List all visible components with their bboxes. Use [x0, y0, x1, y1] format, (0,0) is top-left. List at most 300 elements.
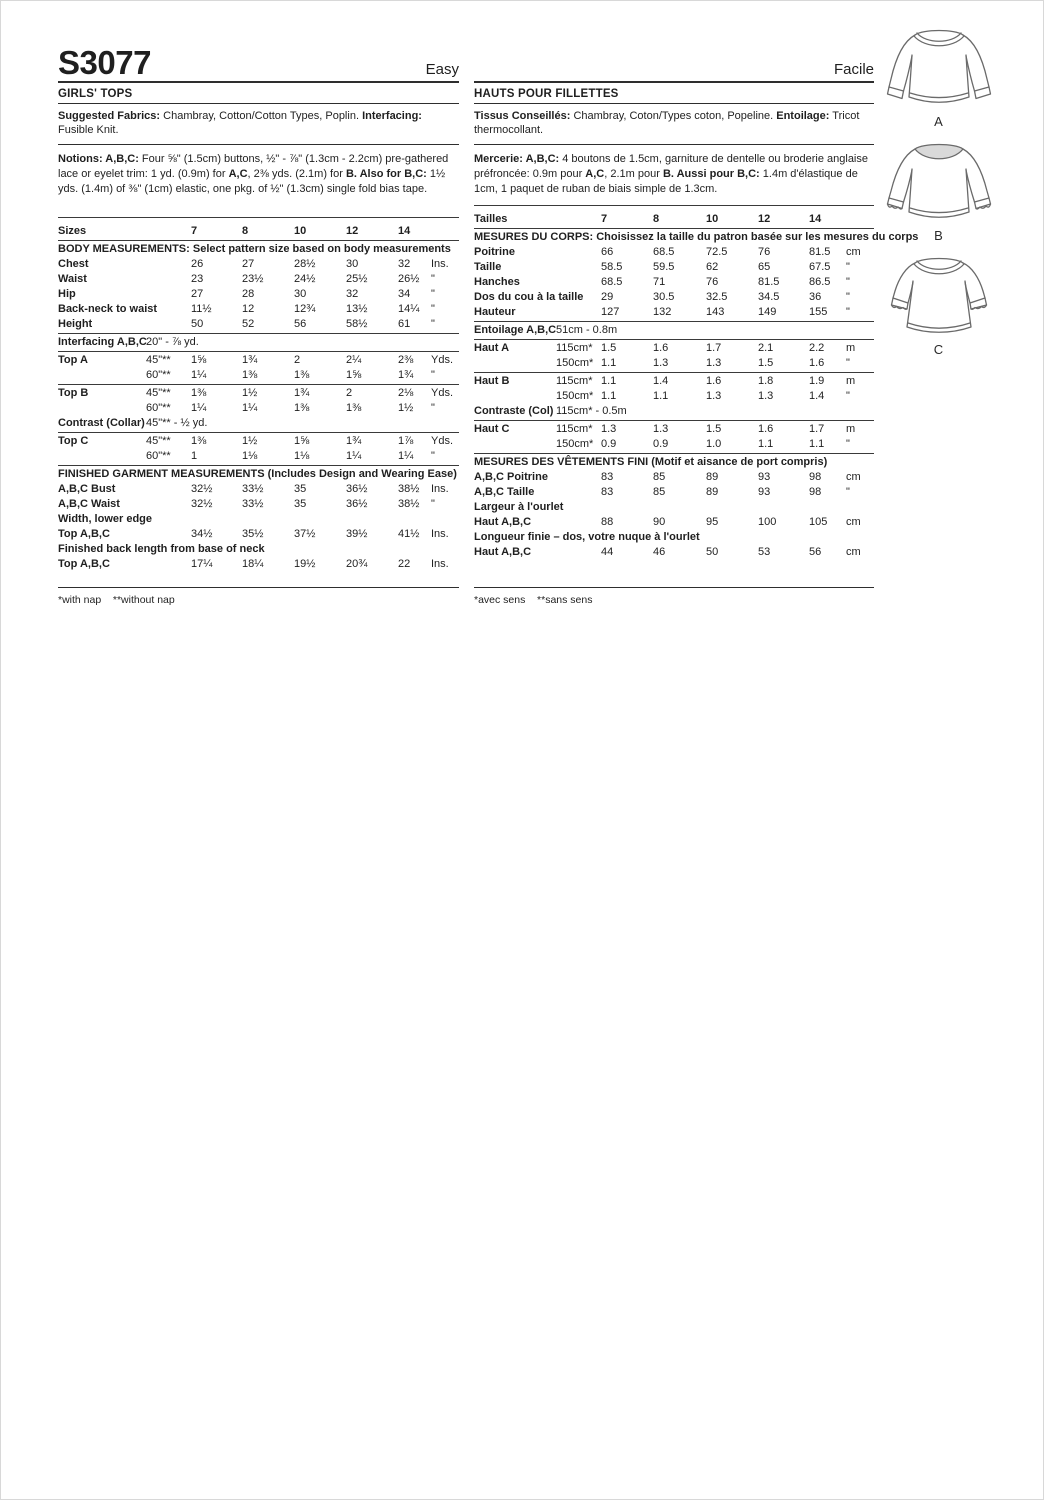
table-cell: " [431, 303, 435, 315]
table-cell: " [846, 261, 850, 273]
table-cell: 1.1 [809, 436, 846, 454]
table-row [58, 256, 459, 271]
table-cell: 1.5 [758, 355, 809, 373]
table-cell: Top A [58, 354, 88, 366]
table-cell: 12 [758, 206, 809, 229]
table-cell: 100 [758, 516, 777, 528]
table-cell: 60"** [146, 448, 191, 466]
table-cell: 34½ [191, 528, 213, 540]
table-row [474, 514, 874, 529]
table-row [474, 289, 874, 304]
table-cell: 50 [191, 316, 242, 334]
table-cell: 34.5 [758, 291, 780, 303]
table-cell: 18¼ [242, 558, 264, 570]
difficulty-label-en: Easy [425, 61, 459, 78]
table-cell: FINISHED GARMENT MEASUREMENTS (Includes Design and Wearing Ease) [58, 468, 457, 480]
french-header [474, 45, 874, 83]
table-cell: 30.5 [653, 291, 675, 303]
table-cell: 68.5 [653, 246, 675, 258]
table-cell: 38½ [398, 498, 420, 510]
table-cell: 1.3 [653, 423, 669, 435]
table-cell [146, 271, 191, 286]
text-segment: 4 boutons de 1.5cm, garniture de dentelle ou broderie anglaise préfroncée: 0.9m pour [474, 153, 868, 180]
garment-a-label: A [934, 114, 944, 129]
text-segment: 1½ yds. (1.4m) of ⅜" (1cm) elastic, one pkg. of ½" (1.3cm) single fold bias tape. [58, 168, 446, 195]
top-b-illustration [879, 135, 999, 227]
table-cell: 93 [758, 486, 771, 498]
table-cell: 1⅜ [191, 387, 207, 399]
table-row [58, 496, 459, 511]
table-row [474, 304, 874, 322]
table-cell: 1⅜ [294, 402, 310, 414]
table-cell: 1.0 [706, 436, 758, 454]
table-row [58, 385, 459, 401]
table-cell: 1.7 [706, 342, 722, 354]
table-cell: 1⅛ [242, 448, 294, 466]
table-row [474, 529, 874, 544]
table-row [58, 511, 459, 526]
table-cell: cm [846, 546, 861, 558]
table-row [474, 484, 874, 499]
table-cell: m [846, 423, 856, 435]
table-cell: 66 [601, 246, 614, 258]
table-cell: Ins. [431, 528, 449, 540]
table-cell: 53 [758, 546, 771, 558]
table-cell: 35 [294, 498, 307, 510]
table-row [58, 400, 459, 415]
table-cell: 98 [809, 486, 822, 498]
table-cell: 89 [706, 486, 719, 498]
table-cell: 115cm* [556, 342, 593, 354]
table-cell: 38½ [398, 483, 420, 495]
table-cell: 1.4 [653, 375, 669, 387]
table-cell: Top C [58, 435, 89, 447]
table-cell: 1¼ [346, 448, 398, 466]
table-cell: 71 [653, 276, 666, 288]
table-cell: 83 [601, 471, 614, 483]
table-cell: 1⅝ [294, 435, 310, 447]
table-cell: MESURES DES VÊTEMENTS FINI (Motif et aisance de port compris) [474, 456, 828, 468]
table-cell: 14 [398, 218, 431, 241]
table-cell [474, 436, 556, 454]
table-cell: 52 [242, 316, 294, 334]
notions-text [58, 152, 459, 197]
table-row [474, 403, 874, 421]
table-cell: 35½ [242, 528, 264, 540]
table-cell: Longueur finie – dos, votre nuque à l'ourlet [474, 531, 700, 543]
table-cell [556, 544, 601, 559]
table-cell: Height [58, 316, 146, 334]
table-cell: 26 [191, 258, 204, 270]
category-title-fr: HAUTS POUR FILLETTES [474, 83, 874, 104]
table-cell: cm [846, 471, 861, 483]
table-cell: " [431, 402, 435, 414]
table-cell: cm [846, 246, 861, 258]
table-cell: 13½ [346, 303, 368, 315]
table-cell: 30 [294, 288, 307, 300]
table-cell: 105 [809, 516, 828, 528]
table-row [474, 259, 874, 274]
table-cell: 10 [294, 218, 346, 241]
table-cell: A,B,C Waist [58, 498, 120, 510]
text-segment: Entoilage: [776, 110, 830, 122]
table-cell: A,B,C Poitrine [474, 471, 548, 483]
table-cell: 1.6 [706, 375, 722, 387]
table-cell: 1⅜ [191, 435, 207, 447]
table-cell [556, 206, 601, 229]
table-row [58, 367, 459, 385]
table-cell: Sizes [58, 218, 146, 241]
table-cell: 7 [191, 218, 242, 241]
table-cell: 85 [653, 471, 666, 483]
table-row [474, 421, 874, 437]
table-cell: 1⅝ [191, 354, 207, 366]
table-cell [474, 388, 556, 403]
table-cell [556, 259, 601, 274]
table-cell: 33½ [242, 483, 264, 495]
table-cell: 34 [398, 288, 411, 300]
table-cell: 1.3 [601, 423, 617, 435]
table-row [474, 436, 874, 454]
table-cell: Tailles [474, 206, 556, 229]
table-cell: 17¼ [191, 558, 213, 570]
table-cell [58, 367, 146, 385]
text-segment: Chambray, Cotton/Cotton Types, Poplin. [160, 110, 363, 122]
top-a-illustration [879, 21, 999, 113]
table-cell [556, 484, 601, 499]
table-cell: 28 [242, 288, 255, 300]
table-cell: Chest [58, 258, 89, 270]
table-cell: 56 [294, 316, 346, 334]
table-cell: 59.5 [653, 261, 675, 273]
table-cell: 1⅛ [294, 448, 346, 466]
table-row [474, 244, 874, 259]
table-row [474, 274, 874, 289]
table-cell: 22 [398, 558, 411, 570]
table-cell: cm [846, 516, 861, 528]
text-segment: Tissus Conseillés: [474, 110, 571, 122]
table-cell: 1.4 [809, 390, 825, 402]
table-cell: 24½ [294, 273, 316, 285]
table-cell: Ins. [431, 258, 449, 270]
table-cell: Dos du cou à la taille [474, 291, 584, 303]
table-row [58, 481, 459, 496]
table-cell: 155 [809, 304, 846, 322]
table-cell: Contrast (Collar) [58, 415, 146, 433]
english-column [58, 45, 459, 571]
table-cell: Largeur à l'ourlet [474, 501, 564, 513]
table-row [58, 241, 459, 257]
mercerie-text [474, 152, 874, 197]
table-cell: 95 [706, 516, 719, 528]
difficulty-label-fr: Facile [833, 61, 874, 78]
table-cell: m [846, 342, 856, 354]
table-cell: 23 [191, 273, 204, 285]
table-cell: 150cm* [556, 355, 601, 373]
table-cell: 36½ [346, 498, 368, 510]
table-cell: 1.1 [758, 436, 809, 454]
table-cell: 0.9 [653, 436, 706, 454]
table-cell: 36 [809, 291, 822, 303]
table-cell: 14 [809, 206, 846, 229]
table-cell: 1¼ [191, 402, 207, 414]
table-cell: 29 [601, 291, 614, 303]
table-cell: " [846, 276, 850, 288]
table-cell: " [846, 486, 850, 498]
footnote-en: *with nap **without nap [58, 587, 459, 606]
table-cell: 1⅜ [294, 367, 346, 385]
table-cell [556, 469, 601, 484]
table-cell: 2 [294, 354, 301, 366]
table-cell: 10 [706, 206, 758, 229]
table-cell: 81.5 [758, 276, 780, 288]
table-cell: 67.5 [809, 261, 831, 273]
table-cell [146, 481, 191, 496]
table-cell: Haut A,B,C [474, 516, 532, 528]
table-cell: 1⅜ [346, 402, 362, 414]
french-column [474, 45, 919, 559]
table-row [474, 544, 874, 559]
table-cell: Haut B [474, 375, 510, 387]
table-cell [556, 244, 601, 259]
table-cell: " [431, 316, 459, 334]
table-cell: 58.5 [601, 261, 623, 273]
table-cell: " [431, 448, 459, 466]
table-cell: 58½ [346, 316, 398, 334]
table-cell: Entoilage A,B,C [474, 322, 556, 340]
table-cell: 1.6 [758, 423, 774, 435]
text-segment: Suggested Fabrics: [58, 110, 161, 122]
text-segment: A,C [228, 168, 248, 180]
table-cell: Yds. [431, 354, 454, 366]
table-cell: 7 [601, 206, 653, 229]
table-cell: 50 [706, 546, 719, 558]
table-row [58, 415, 459, 433]
table-cell [146, 218, 191, 241]
text-segment: Notions: A,B,C: [58, 153, 139, 165]
table-cell: 1¾ [398, 367, 431, 385]
table-row [474, 373, 874, 389]
table-cell: Haut C [474, 423, 510, 435]
table-cell: 20¾ [346, 558, 368, 570]
table-cell: 39½ [346, 528, 368, 540]
table-cell: 1¾ [242, 354, 258, 366]
table-cell: 150cm* [556, 390, 594, 402]
garment-b-label: B [934, 228, 944, 243]
table-cell: 2¼ [346, 354, 362, 366]
table-cell: 1 [191, 448, 242, 466]
garment-c-label: C [933, 342, 945, 357]
tissus-conseilles-text [474, 104, 874, 145]
table-cell: 62 [706, 261, 719, 273]
table-cell: " [846, 436, 874, 454]
table-cell: 1⅝ [346, 367, 398, 385]
table-cell: 1½ [242, 387, 258, 399]
table-cell [146, 316, 191, 334]
table-cell: 41½ [398, 528, 420, 540]
table-cell: Waist [58, 273, 87, 285]
table-cell: " [846, 390, 850, 402]
table-cell: 1.1 [601, 390, 617, 402]
table-cell: 46 [653, 546, 666, 558]
text-segment: , 2.1m pour [604, 168, 663, 180]
table-cell: 149 [758, 304, 809, 322]
text-segment: B. Also for B,C: [345, 168, 427, 180]
table-cell [58, 400, 146, 415]
table-cell: 1¼ [398, 448, 431, 466]
table-cell: 1.8 [758, 375, 774, 387]
table-row [58, 352, 459, 368]
table-cell: 26½ [398, 273, 420, 285]
table-cell: 1¾ [346, 435, 362, 447]
table-cell: 98 [809, 471, 822, 483]
table-cell: 30 [346, 258, 359, 270]
table-cell: 12 [242, 303, 255, 315]
table-row [58, 466, 459, 482]
table-cell [431, 218, 459, 241]
garment-view-b [873, 135, 1005, 243]
table-cell: 36½ [346, 483, 368, 495]
table-cell: 0.9 [601, 436, 653, 454]
table-cell: 85 [653, 486, 666, 498]
table-cell [556, 304, 601, 322]
table-row [58, 218, 459, 241]
text-segment: 1.4m d'élastique de 1cm, 1 paquet de ruban de biais simple de 1.3cm. [474, 168, 858, 195]
table-row [474, 355, 874, 373]
table-cell: 1¼ [191, 367, 242, 385]
table-cell: Taille [474, 261, 502, 273]
table-row [474, 388, 874, 403]
table-cell: 1½ [242, 435, 258, 447]
table-cell: 1.5 [601, 342, 617, 354]
table-cell: 37½ [294, 528, 316, 540]
table-cell: Interfacing A,B,C [58, 334, 146, 352]
table-cell: 1.9 [809, 375, 825, 387]
table-cell: 1.6 [809, 355, 846, 373]
table-cell: 1.1 [601, 355, 653, 373]
text-segment: A,C [585, 168, 605, 180]
table-cell: " [846, 291, 850, 303]
measurements-table-en [58, 217, 459, 571]
table-cell: " [431, 273, 435, 285]
table-cell: 1.5 [706, 423, 722, 435]
table-cell: Ins. [431, 483, 449, 495]
table-cell: 8 [653, 206, 706, 229]
table-cell: 2⅜ [398, 354, 414, 366]
table-cell: 90 [653, 516, 666, 528]
table-cell: 68.5 [601, 276, 623, 288]
table-cell: 8 [242, 218, 294, 241]
table-cell: 32 [398, 258, 411, 270]
table-cell: " [846, 304, 874, 322]
table-cell: Yds. [431, 435, 454, 447]
table-cell: 35 [294, 483, 307, 495]
table-row [58, 286, 459, 301]
table-cell [556, 514, 601, 529]
table-cell [146, 286, 191, 301]
table-row [474, 499, 874, 514]
garment-view-a [873, 21, 1005, 129]
category-title-en: GIRLS' TOPS [58, 83, 459, 104]
table-cell: 89 [706, 471, 719, 483]
table-cell: 1.3 [653, 355, 706, 373]
table-cell: Width, lower edge [58, 513, 153, 525]
table-cell: 20" - ⅞ yd. [146, 334, 459, 352]
table-cell: 23½ [242, 273, 264, 285]
suggested-fabrics-text [58, 104, 459, 145]
table-cell: 60"** [146, 367, 191, 385]
table-cell: 56 [809, 546, 822, 558]
table-cell: 32½ [191, 498, 213, 510]
garment-view-c [873, 249, 1005, 357]
table-cell: 45"** [146, 354, 171, 366]
table-cell: 1.3 [706, 390, 722, 402]
table-row [474, 322, 874, 340]
table-cell: 33½ [242, 498, 264, 510]
table-cell: " [431, 498, 435, 510]
table-cell [58, 448, 146, 466]
table-cell: Hip [58, 288, 76, 300]
table-cell: 25½ [346, 273, 368, 285]
table-cell: 88 [601, 516, 614, 528]
table-cell: 115cm* - 0.5m [556, 403, 874, 421]
table-cell: 60"** [146, 402, 171, 414]
table-row [474, 469, 874, 484]
measurements-table-fr [474, 205, 919, 559]
table-cell: 115cm* [556, 423, 593, 435]
table-cell: 2.1 [758, 342, 774, 354]
table-cell: 45"** [146, 387, 171, 399]
table-cell: Top A,B,C [58, 528, 110, 540]
table-cell: Haut A [474, 342, 510, 354]
table-cell: 150cm* [556, 436, 601, 454]
table-cell: 27 [191, 288, 204, 300]
table-cell: Finished back length from base of neck [58, 543, 265, 555]
table-cell: Top A,B,C [58, 558, 110, 570]
table-cell: 19½ [294, 558, 316, 570]
table-row [58, 433, 459, 449]
table-cell: A,B,C Bust [58, 483, 116, 495]
table-cell [146, 256, 191, 271]
pattern-number: S3077 [58, 44, 151, 81]
table-row [58, 334, 459, 352]
garment-views [873, 21, 1005, 363]
text-segment: Tricot thermocollant. [474, 110, 860, 136]
table-cell: Ins. [431, 558, 449, 570]
table-cell: 2.2 [809, 342, 825, 354]
table-cell: 76 [758, 246, 771, 258]
table-cell: 127 [601, 304, 653, 322]
table-cell: " [846, 355, 874, 373]
table-cell: 1⅞ [398, 435, 414, 447]
table-cell [556, 274, 601, 289]
table-cell: Top B [58, 387, 89, 399]
table-cell: BODY MEASUREMENTS: Select pattern size based on body measurements [58, 243, 451, 255]
table-cell: A,B,C Taille [474, 486, 535, 498]
table-cell: 1.3 [706, 355, 758, 373]
table-row [58, 271, 459, 286]
table-row [58, 448, 459, 466]
text-segment: Chambray, Coton/Types coton, Popeline. [570, 110, 777, 122]
table-cell: 1¼ [242, 402, 258, 414]
table-cell: 45"** - ½ yd. [146, 415, 459, 433]
text-segment: Interfacing: [362, 110, 422, 122]
table-cell: 61 [398, 316, 431, 334]
text-segment: B. Aussi pour B,C: [662, 168, 760, 180]
table-cell: 115cm* [556, 375, 593, 387]
table-cell: 1¾ [294, 387, 310, 399]
table-row [58, 556, 459, 571]
